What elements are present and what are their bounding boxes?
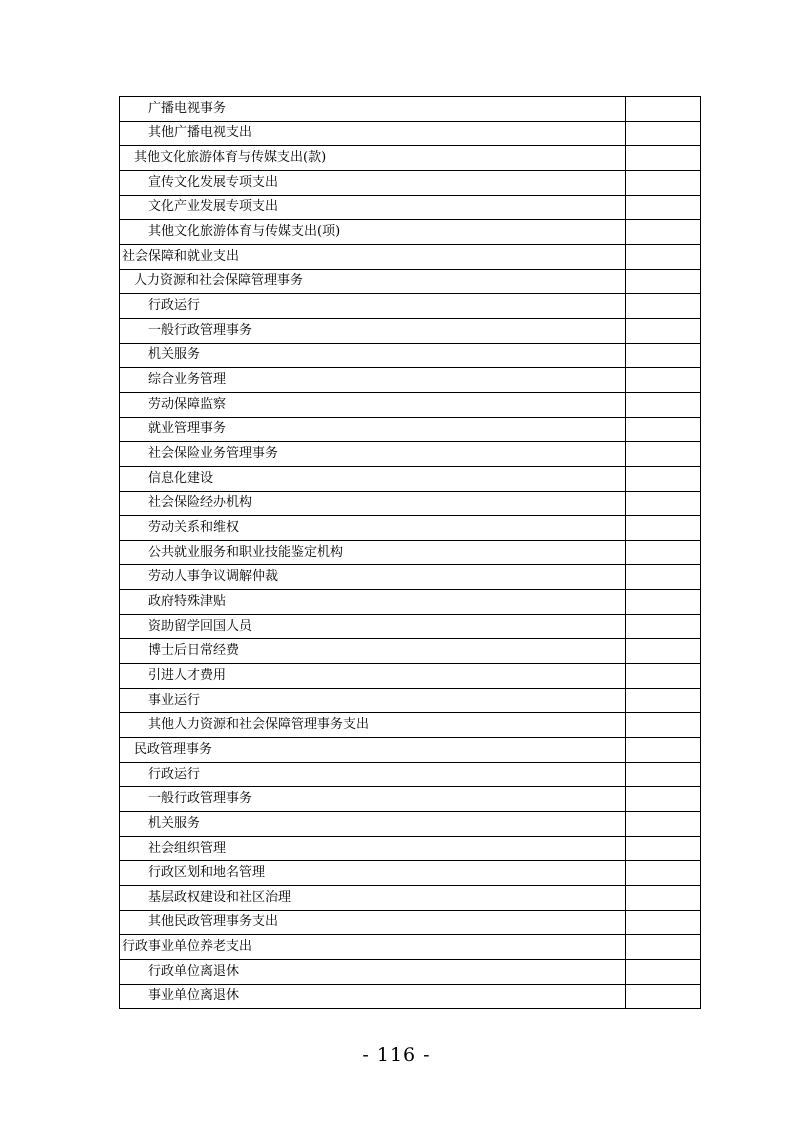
- row-value: [626, 294, 701, 319]
- row-value: [626, 959, 701, 984]
- row-value: [626, 392, 701, 417]
- row-label: 其他文化旅游体育与传媒支出(项): [120, 220, 626, 245]
- table-row: [120, 368, 701, 393]
- table-row: [120, 935, 701, 960]
- row-value: [626, 861, 701, 886]
- row-value: [626, 244, 701, 269]
- table-row: [120, 812, 701, 837]
- row-label: 其他文化旅游体育与传媒支出(款): [120, 146, 626, 171]
- row-value: [626, 590, 701, 615]
- row-value: [626, 220, 701, 245]
- row-value: [626, 935, 701, 960]
- row-label: 一般行政管理事务: [120, 318, 626, 343]
- table-row: [120, 861, 701, 886]
- row-value: [626, 121, 701, 146]
- row-label: 机关服务: [120, 343, 626, 368]
- row-label: 综合业务管理: [120, 368, 626, 393]
- table-row: [120, 565, 701, 590]
- row-value: [626, 738, 701, 763]
- table-row: [120, 491, 701, 516]
- row-label: 一般行政管理事务: [120, 787, 626, 812]
- table-row: [120, 220, 701, 245]
- table-row: [120, 886, 701, 911]
- row-label: 机关服务: [120, 812, 626, 837]
- row-label: 社会保障和就业支出: [120, 244, 626, 269]
- row-label: 事业运行: [120, 688, 626, 713]
- table-row: [120, 959, 701, 984]
- row-value: [626, 836, 701, 861]
- table-row: [120, 269, 701, 294]
- table-row: [120, 762, 701, 787]
- table-row: [120, 639, 701, 664]
- row-label: 引进人才费用: [120, 664, 626, 689]
- row-label: 社会组织管理: [120, 836, 626, 861]
- row-label: 劳动保障监察: [120, 392, 626, 417]
- table-row: [120, 910, 701, 935]
- row-label: 广播电视事务: [120, 97, 626, 122]
- row-value: [626, 886, 701, 911]
- table-row: [120, 244, 701, 269]
- table-row: [120, 540, 701, 565]
- row-label: 文化产业发展专项支出: [120, 195, 626, 220]
- table-row: [120, 738, 701, 763]
- row-label: 博士后日常经费: [120, 639, 626, 664]
- row-value: [626, 664, 701, 689]
- row-value: [626, 540, 701, 565]
- table-body: [120, 97, 701, 1009]
- table-row: [120, 146, 701, 171]
- row-label: 社会保险经办机构: [120, 491, 626, 516]
- table-row: [120, 97, 701, 122]
- budget-table: [119, 96, 701, 1009]
- table-row: [120, 466, 701, 491]
- row-label: 劳动人事争议调解仲裁: [120, 565, 626, 590]
- table-row: [120, 170, 701, 195]
- table-row: [120, 787, 701, 812]
- row-value: [626, 146, 701, 171]
- row-label: 信息化建设: [120, 466, 626, 491]
- row-label: 劳动关系和维权: [120, 516, 626, 541]
- table-row: [120, 836, 701, 861]
- table-row: [120, 392, 701, 417]
- row-value: [626, 97, 701, 122]
- table-row: [120, 121, 701, 146]
- row-value: [626, 639, 701, 664]
- row-value: [626, 368, 701, 393]
- row-label: 宣传文化发展专项支出: [120, 170, 626, 195]
- row-value: [626, 688, 701, 713]
- table-row: [120, 516, 701, 541]
- row-value: [626, 491, 701, 516]
- row-value: [626, 417, 701, 442]
- table-row: [120, 713, 701, 738]
- row-value: [626, 269, 701, 294]
- row-label: 行政事业单位养老支出: [120, 935, 626, 960]
- row-label: 行政单位离退休: [120, 959, 626, 984]
- row-value: [626, 910, 701, 935]
- row-value: [626, 318, 701, 343]
- row-value: [626, 343, 701, 368]
- row-label: 社会保险业务管理事务: [120, 442, 626, 467]
- row-label: 就业管理事务: [120, 417, 626, 442]
- table-row: [120, 664, 701, 689]
- table-row: [120, 417, 701, 442]
- row-value: [626, 812, 701, 837]
- row-label: 基层政权建设和社区治理: [120, 886, 626, 911]
- table-row: [120, 195, 701, 220]
- row-value: [626, 762, 701, 787]
- row-label: 资助留学回国人员: [120, 614, 626, 639]
- row-label: 其他民政管理事务支出: [120, 910, 626, 935]
- row-label: 人力资源和社会保障管理事务: [120, 269, 626, 294]
- row-label: 其他广播电视支出: [120, 121, 626, 146]
- table-row: [120, 442, 701, 467]
- row-value: [626, 442, 701, 467]
- table-row: [120, 688, 701, 713]
- table-row: [120, 343, 701, 368]
- row-value: [626, 195, 701, 220]
- row-value: [626, 984, 701, 1009]
- row-value: [626, 466, 701, 491]
- row-label: 其他人力资源和社会保障管理事务支出: [120, 713, 626, 738]
- table-row: [120, 590, 701, 615]
- row-value: [626, 713, 701, 738]
- row-label: 政府特殊津贴: [120, 590, 626, 615]
- row-label: 公共就业服务和职业技能鉴定机构: [120, 540, 626, 565]
- table-row: [120, 318, 701, 343]
- row-value: [626, 614, 701, 639]
- table-row: [120, 614, 701, 639]
- row-label: 行政运行: [120, 294, 626, 319]
- row-label: 行政运行: [120, 762, 626, 787]
- row-value: [626, 516, 701, 541]
- row-value: [626, 787, 701, 812]
- row-value: [626, 565, 701, 590]
- table-row: [120, 984, 701, 1009]
- table-row: [120, 294, 701, 319]
- page-number: - 116 -: [362, 1044, 431, 1066]
- row-value: [626, 170, 701, 195]
- row-label: 民政管理事务: [120, 738, 626, 763]
- row-label: 事业单位离退休: [120, 984, 626, 1009]
- row-label: 行政区划和地名管理: [120, 861, 626, 886]
